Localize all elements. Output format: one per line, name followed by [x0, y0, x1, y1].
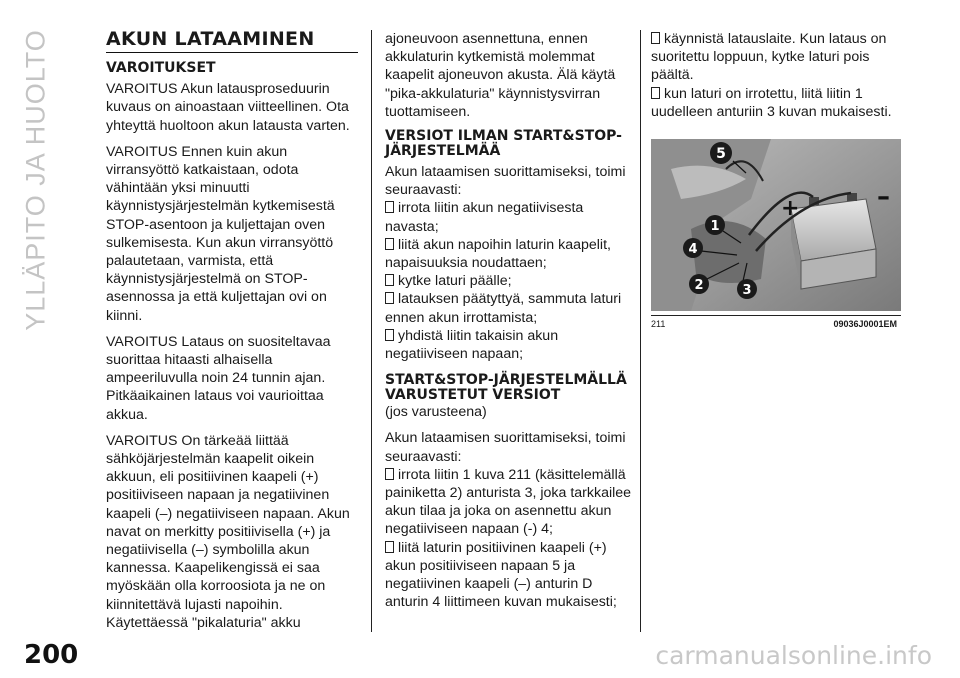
figure-number: 211	[651, 319, 666, 330]
checkbox-bullet-icon	[385, 329, 394, 341]
checkbox-bullet-icon	[385, 201, 394, 213]
list-item: yhdistä liitin takaisin akun negatiiviseen napaan;	[385, 327, 559, 363]
svg-text:1: 1	[710, 219, 720, 235]
checkbox-bullet-icon	[385, 541, 394, 553]
checkbox-bullet-icon	[385, 468, 394, 480]
column-1	[106, 30, 358, 640]
list-item: käynnistä latauslaite. Kun lataus on suoritettu loppuun, kytke laturi pois päältä.	[651, 31, 887, 84]
instruction-intro: Akun lataamisen suorittamiseksi, toimi seuraavasti:	[385, 164, 626, 199]
side-section-title-text: YLLÄPITO JA HUOLTO	[20, 29, 51, 331]
list-item: liitä akun napoihin laturin kaapelit, napaisuuksia noudattaen;	[385, 236, 611, 272]
svg-text:5: 5	[716, 146, 726, 163]
section-heading: AKUN LATAAMINEN	[106, 30, 358, 53]
battery-illustration	[651, 139, 901, 311]
warnings-heading: VAROITUKSET	[106, 60, 216, 77]
page-number: 200	[24, 640, 79, 670]
list-item: kun laturi on irrotettu, liitä liitin 1 uudelleen anturiin 3 kuvan mukaisesti.	[651, 85, 892, 120]
warning-paragraph: VAROITUS Lataus on suositeltavaa suorittaa hitaasti alhaisella ampeeriluvulla noin 24 tunnin ajan. Pitkäaikainen lataus voi vaurioittaa akkua.	[106, 333, 331, 423]
minus-symbol: –	[877, 182, 890, 213]
column-divider	[640, 30, 641, 632]
list-item: kytke laturi päälle;	[385, 272, 633, 290]
warning-paragraph: VAROITUS On tärkeää liittää sähköjärjestelmän kaapelit oikein akkuun, eli positiivinen kaapeli (+) positiiviseen napaan ja negatiivinen kaapeli (–) negatiiviseen napaan. Akun navat on merkitty positiivisella (+) ja negatiivisella (–) symbolilla akun kannessa. Kaapelikengissä ei saa myöskään olla korroosiota ja ne on kiinnitettävä lujasti napoihin. Käytettäessä "pikalaturia" akku	[106, 432, 350, 631]
column-2	[385, 30, 633, 611]
figure-code: 09036J0001EM	[833, 319, 897, 330]
list-item: latauksen päätyttyä, sammuta laturi ennen akun irrottamista;	[385, 291, 622, 326]
checkbox-bullet-icon	[651, 32, 660, 44]
checkbox-bullet-icon	[651, 87, 660, 99]
list-item: irrota liitin 1 kuva 211 (käsittelemällä painiketta 2) anturista 3, joka tarkkailee akun tilaa ja joka on asennettu akun negatiiviseen napaan (-) 4;	[385, 466, 632, 538]
svg-text:4: 4	[688, 242, 698, 258]
battery-charging-figure	[651, 139, 901, 311]
checkbox-bullet-icon	[385, 292, 394, 304]
watermark: carmanualsonline.info	[655, 641, 932, 670]
heading-note: (jos varusteena)	[385, 404, 487, 421]
plus-symbol: +	[781, 196, 800, 222]
continued-paragraph: ajoneuvoon asennettuna, ennen akkulaturin kytkemistä molemmat kaapelit ajoneuvon akusta. Älä käytä "pika-akkulaturia" käynnistysvirran tuottamiseen.	[385, 31, 616, 120]
checkbox-bullet-icon	[385, 274, 394, 286]
figure-caption	[651, 315, 901, 333]
list-item: irrota liitin akun negatiivisesta navasta;	[385, 200, 584, 235]
versions-with-start-stop-heading: START&STOP-JÄRJESTELMÄLLÄ VARUSTETUT VERSIOT	[385, 372, 627, 404]
column-divider	[371, 30, 372, 632]
list-item: liitä laturin positiivinen kaapeli (+) akun positiiviseen napaan 5 ja negatiivinen kaapeli (–) anturin D anturin 4 liittimeen kuvan mukaisesti;	[385, 539, 617, 611]
svg-text:3: 3	[742, 283, 752, 299]
warning-paragraph: VAROITUS Ennen kuin akun virransyöttö katkaistaan, odota vähintään yksi minuutti käynnistysjärjestelmän kytkemisestä STOP-asentoon ja kuljettajan oven sulkemisesta. Kun akun virransyöttö palautetaan, varmista, että käynnistysjärjestelmä on STOP-asennossa ja että kuljettajan ovi on kiinni.	[106, 143, 335, 324]
versions-without-start-stop-heading: VERSIOT ILMAN START&STOP-JÄRJESTELMÄÄ	[385, 128, 622, 160]
instruction-intro: Akun lataamisen suorittamiseksi, toimi seuraavasti:	[385, 430, 626, 465]
column-3	[651, 30, 901, 333]
svg-text:2: 2	[694, 278, 704, 294]
warning-paragraph: VAROITUS Akun latausproseduurin kuvaus on ainoastaan viitteellinen. Ota yhteyttä huoltoon akun latausta varten.	[106, 81, 350, 134]
checkbox-bullet-icon	[385, 238, 394, 250]
